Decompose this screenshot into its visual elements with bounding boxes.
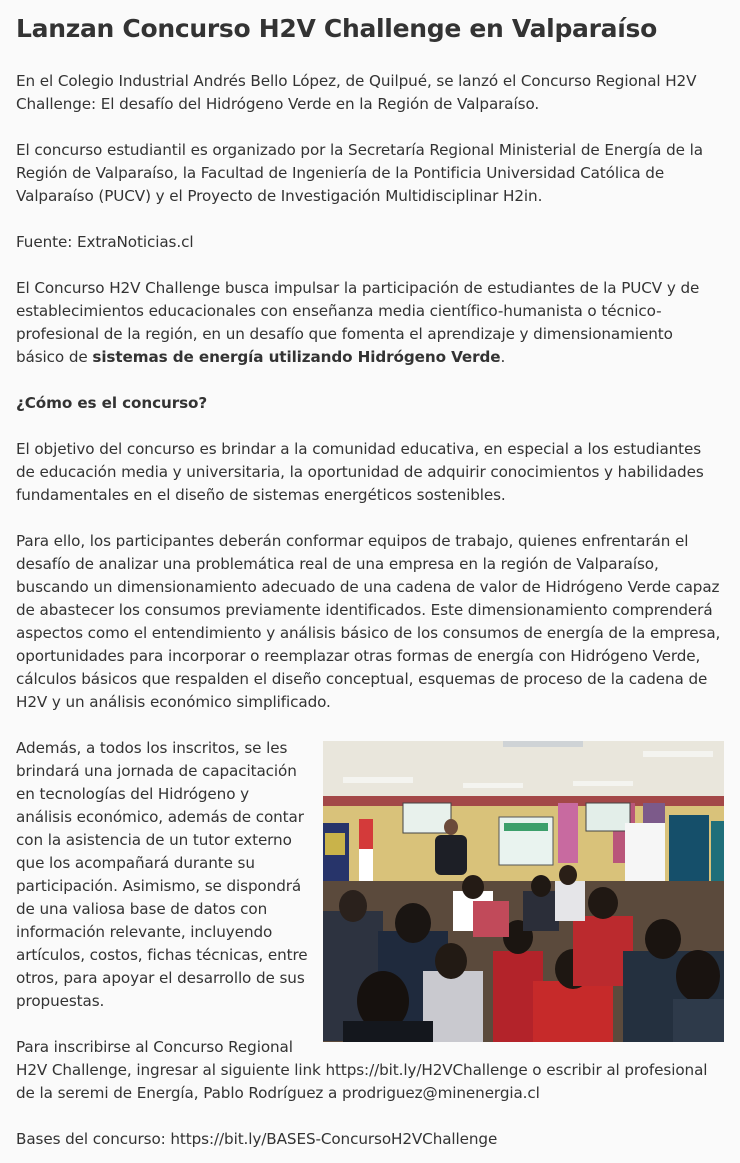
paragraph-bases: Bases del concurso: https://bit.ly/BASES-ConcursoH2VChallenge [16, 1130, 498, 1148]
paragraph-teams: Para ello, los participantes deberán conformar equipos de trabajo, quienes enfrentarán el desafío de analizar una problemática real de una empresa en la región de Valparaíso, buscando un dimensionamiento adecuado de una cadena de valor de Hidrógeno Verde capaz de abastecer los consumos previamente identificados. Este dimensionamiento comprenderá aspectos como el entendimiento y análisis básico de los consumos de energía de la empresa, oportunidades para incorporar o reemplazar otras formas de energía con Hidrógeno Verde, cálculos básicos que respalden el diseño conceptual, esquemas de proceso de la cadena de H2V y un análisis económico simplificado. [16, 532, 721, 711]
purpose-end: . [500, 348, 506, 366]
paragraph-register: Para inscribirse al Concurso Regional H2V Challenge, ingresar al siguiente link https://bit.ly/H2VChallenge o escribir al profesional de la seremi de Energía, Pablo Rodríguez a prodriguez@minenergia.cl [16, 1038, 708, 1102]
classroom-photo-icon [323, 741, 724, 1042]
paragraph-training: Además, a todos los inscritos, se les brindará una jornada de capacitación en tecnologías del Hidrógeno y análisis económico, además de contar con la asistencia de un tutor externo que los acompañará durante su participación. Asimismo, se dispondrá de una valiosa base de datos con información relevante, incluyendo artículos, costos, fichas técnicas, entre otros, para apoyar el desarrollo de sus propuestas. [16, 739, 308, 1010]
section-heading: ¿Cómo es el concurso? [16, 394, 208, 412]
purpose-bold: sistemas de energía utilizando Hidrógeno Verde [92, 348, 501, 366]
paragraph-objective: El objetivo del concurso es brindar a la comunidad educativa, en especial a los estudiantes de educación media y universitaria, la oportunidad de adquirir conocimientos y habilidades fundamentales en el diseño de sistemas energéticos sostenibles. [16, 440, 704, 504]
classroom-photo [323, 741, 724, 1042]
article-title: Lanzan Concurso H2V Challenge en Valparaíso [16, 14, 657, 43]
purpose-text: El Concurso H2V Challenge busca impulsar la participación de estudiantes de la PUCV y de establecimientos educacionales con enseñanza media científico-humanista o técnico-profesional de la región, en un desafío que fomenta el aprendizaje y dimensionamiento básico de [16, 279, 700, 366]
photo-block [16, 737, 724, 1105]
source-line: Fuente: ExtraNoticias.cl [16, 233, 194, 251]
paragraph-purpose [16, 277, 724, 369]
paragraph-organizers: El concurso estudiantil es organizado por la Secretaría Regional Ministerial de Energía de la Región de Valparaíso, la Facultad de Ingeniería de la Pontificia Universidad Católica de Valparaíso (PUCV) y el Proyecto de Investigación Multidisciplinar H2in. [16, 141, 703, 205]
paragraph-intro: En el Colegio Industrial Andrés Bello López, de Quilpué, se lanzó el Concurso Regional H2V Challenge: El desafío del Hidrógeno Verde en la Región de Valparaíso. [16, 72, 697, 113]
